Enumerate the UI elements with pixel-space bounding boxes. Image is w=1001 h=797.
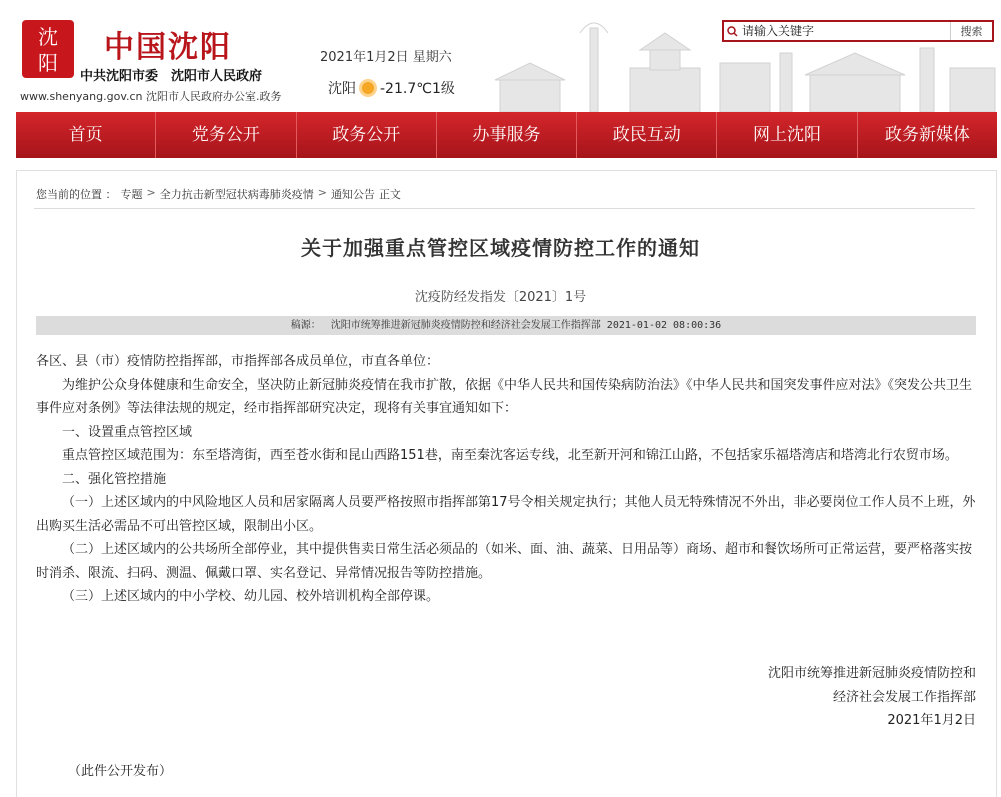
nav-gov-affairs[interactable]: 政务公开 — [297, 112, 437, 158]
nav-home[interactable]: 首页 — [16, 112, 156, 158]
signature-date: 2021年1月2日 — [887, 713, 976, 728]
nav-interaction[interactable]: 政民互动 — [577, 112, 717, 158]
article-body — [36, 350, 976, 609]
article-title: 关于加强重点管控区域疫情防控工作的通知 — [301, 236, 700, 260]
site-title[interactable]: 中国沈阳 — [104, 30, 232, 65]
main-nav — [16, 112, 997, 158]
search-icon — [724, 22, 740, 40]
breadcrumb-separator: > — [317, 186, 327, 199]
section-heading: 二、强化管控措施 — [62, 471, 167, 487]
nav-services[interactable]: 办事服务 — [437, 112, 577, 158]
search-input[interactable] — [740, 22, 950, 40]
article-paragraph: 各区、县（市）疫情防控指挥部，市指挥部各成员单位，市直各单位： — [36, 354, 440, 369]
search-button[interactable]: 搜索 — [950, 22, 992, 40]
search-box — [722, 20, 994, 42]
section-heading: 一、设置重点管控区域 — [62, 424, 193, 440]
article-paragraph: （二）上述区域内的公共场所全部停业，其中提供售卖日常生活必须品的（如米、面、油、蔬菜、日用品等）商场、超市和餐饮场所可正常运营，要严格落实按时消杀、限流、扫码、测温、佩戴口罩、实名登记、异常情况报告等防控措施。 — [36, 542, 973, 581]
source-bar — [36, 316, 976, 335]
sun-icon — [362, 82, 374, 94]
weather-widget — [328, 78, 455, 98]
site-header — [0, 0, 1001, 112]
article-paragraph: 为维护公众身体健康和生命安全，坚决防止新冠肺炎疫情在我市扩散，依据《中华人民共和国传染病防治法》《中华人民共和国突发事件应对法》《突发公共卫生事件应对条例》等法律法规的规定，经市指挥部研究决定，现将有关事宜通知如下： — [36, 377, 973, 416]
nav-online-shenyang[interactable]: 网上沈阳 — [717, 112, 857, 158]
site-url: www.shenyang.gov.cn 沈阳市人民政府办公室.政务 — [20, 90, 282, 103]
article-paragraph: （三）上述区域内的中小学校、幼儿园、校外培训机构全部停课。 — [62, 589, 440, 604]
city-logo-seal[interactable]: 沈 阳 — [22, 20, 74, 78]
breadcrumb-link-notices[interactable]: 通知公告 — [330, 188, 375, 201]
breadcrumb — [36, 186, 401, 202]
signature-block — [696, 662, 976, 733]
nav-new-media[interactable]: 政务新媒体 — [884, 125, 970, 145]
weather-temp: -21.7℃1级 — [380, 81, 455, 97]
source-name: 沈阳市统筹推进新冠肺炎疫情防控和经济社会发展工作指挥部 — [330, 320, 601, 331]
weather-city: 沈阳 — [328, 81, 356, 97]
site-subtitle: 中共沈阳市委 沈阳市人民政府 — [80, 69, 263, 84]
breadcrumb-divider — [34, 208, 975, 209]
source-label: 稿源： — [290, 320, 321, 331]
publish-time: 2021-01-02 08:00:36 — [606, 320, 722, 331]
signature-line: 沈阳市统筹推进新冠肺炎疫情防控和 — [767, 666, 976, 681]
breadcrumb-link-epidemic[interactable]: 全力抗击新型冠状病毒肺炎疫情 — [159, 188, 314, 201]
breadcrumb-link-topics[interactable]: 专题 — [120, 188, 143, 201]
breadcrumb-prefix: 您当前的位置 ： — [36, 188, 117, 201]
publication-note: （此件公开发布） — [68, 764, 173, 779]
document-number: 沈疫防经发指发〔2021〕1号 — [414, 290, 587, 305]
article-paragraph: 重点管控区域范围为：东至塔湾街，西至苍水街和昆山西路151巷，南至秦沈客运专线，北至新开河和锦江山路，不包括家乐福塔湾店和塔湾北行农贸市场。 — [62, 448, 958, 463]
breadcrumb-separator: > — [146, 186, 156, 199]
nav-party-affairs[interactable]: 党务公开 — [156, 112, 296, 158]
article-paragraph: （一）上述区域内的中风险地区人员和居家隔离人员要严格按照市指挥部第17号令相关规定执行；其他人员无特殊情况不外出，非必要岗位工作人员不上班，外出购买生活必需品不可出管控区域，限制出小区。 — [36, 495, 976, 534]
current-date: 2021年1月2日 星期六 — [320, 50, 452, 65]
signature-line: 经济社会发展工作指挥部 — [832, 689, 976, 705]
breadcrumb-current: 正文 — [378, 188, 401, 201]
